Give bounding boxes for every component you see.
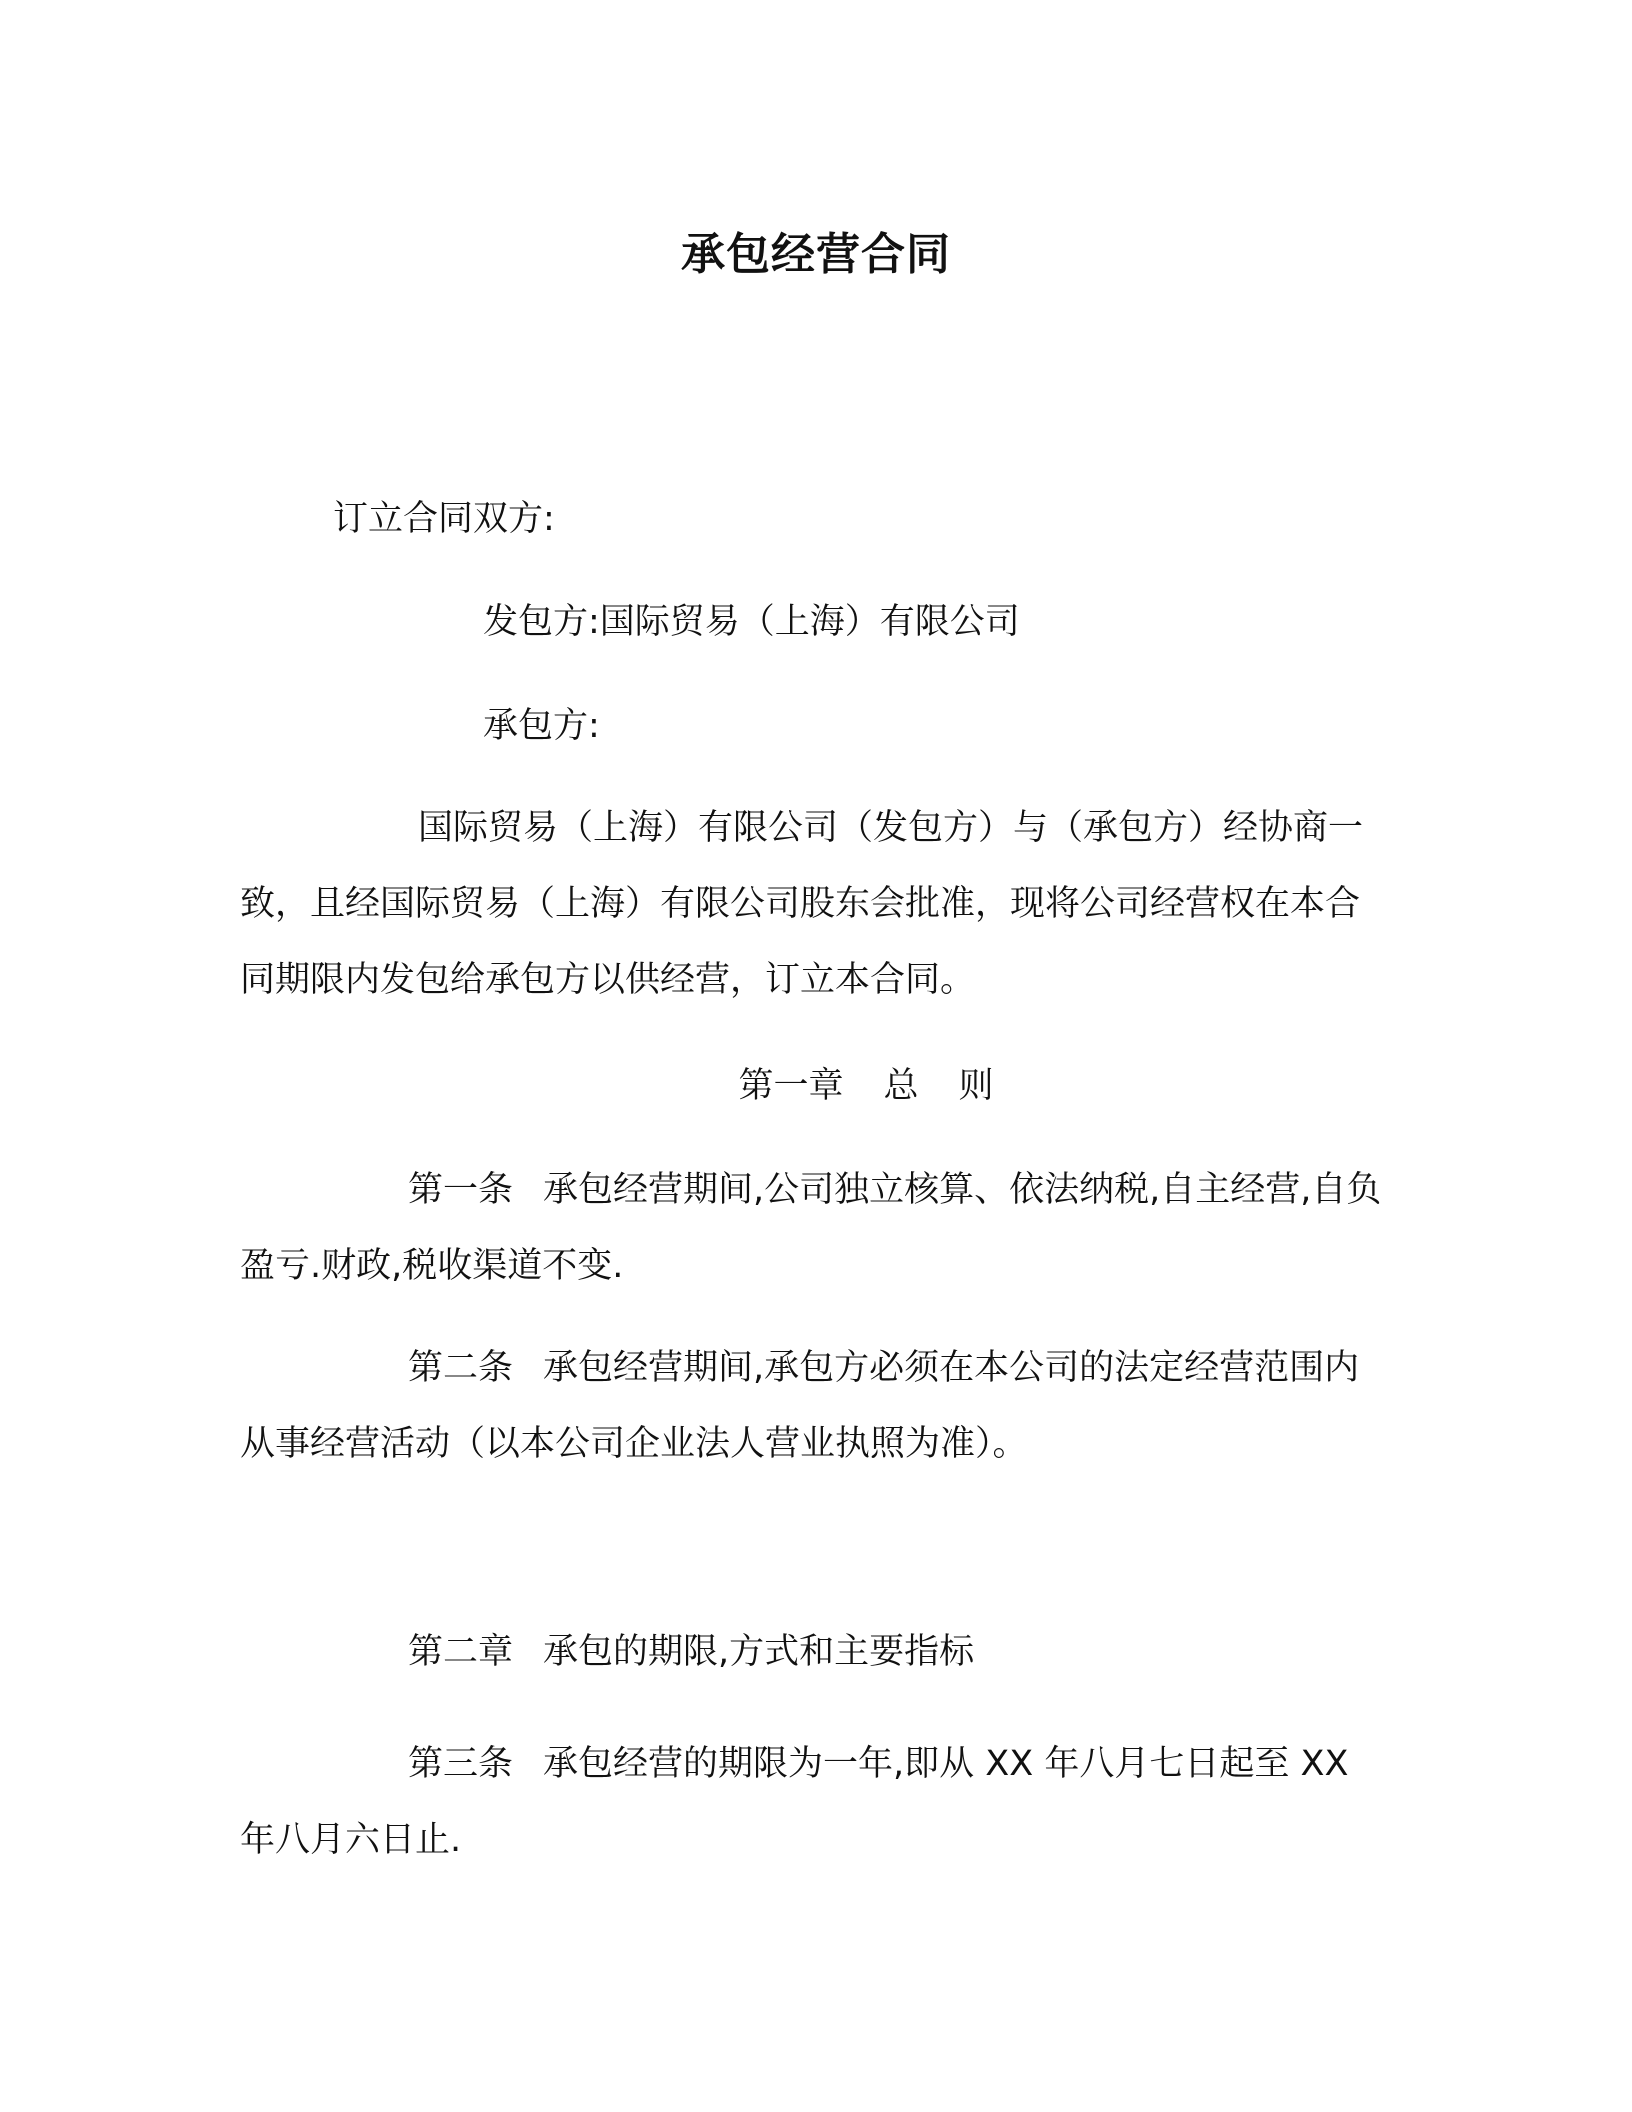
article-3 xyxy=(240,1726,1390,1878)
document-title: 承包经营合同 xyxy=(681,229,951,280)
contractor-line: 承包方: xyxy=(483,706,600,746)
article-2-label: 第二条 xyxy=(408,1348,514,1388)
chapter-2-title: 承包的期限,方式和主要指标 xyxy=(543,1632,975,1672)
chapter-1-label: 第一章 xyxy=(738,1066,844,1106)
chapter-2-heading xyxy=(408,1628,974,1676)
article-2-text: 承包经营期间,承包方必须在本公司的法定经营范围内从事经营活动（以本公司企业法人营业执照为准）。 xyxy=(240,1348,1360,1464)
chapter-1-title-a: 总 xyxy=(883,1066,919,1106)
parties-heading: 订立合同双方: xyxy=(333,499,555,539)
article-2 xyxy=(240,1330,1390,1482)
chapter-1-heading xyxy=(0,1062,1632,1110)
issuer-line: 发包方:国际贸易（上海）有限公司 xyxy=(483,602,1020,642)
article-1 xyxy=(240,1152,1390,1304)
article-3-text: 承包经营的期限为一年,即从 XX 年八月七日起至 XX 年八月六日止. xyxy=(240,1744,1349,1860)
chapter-2-label: 第二章 xyxy=(408,1632,514,1672)
article-1-text: 承包经营期间,公司独立核算、依法纳税,自主经营,自负盈亏.财政,税收渠道不变. xyxy=(240,1170,1382,1286)
article-3-label: 第三条 xyxy=(408,1744,514,1784)
chapter-1-title-b: 则 xyxy=(958,1066,994,1106)
article-1-label: 第一条 xyxy=(408,1170,514,1210)
intro-paragraph: 国际贸易（上海）有限公司（发包方）与（承包方）经协商一致，且经国际贸易（上海）有限公司股东会批准，现将公司经营权在本合同期限内发包给承包方以供经营，订立本合同。 xyxy=(240,808,1364,1000)
